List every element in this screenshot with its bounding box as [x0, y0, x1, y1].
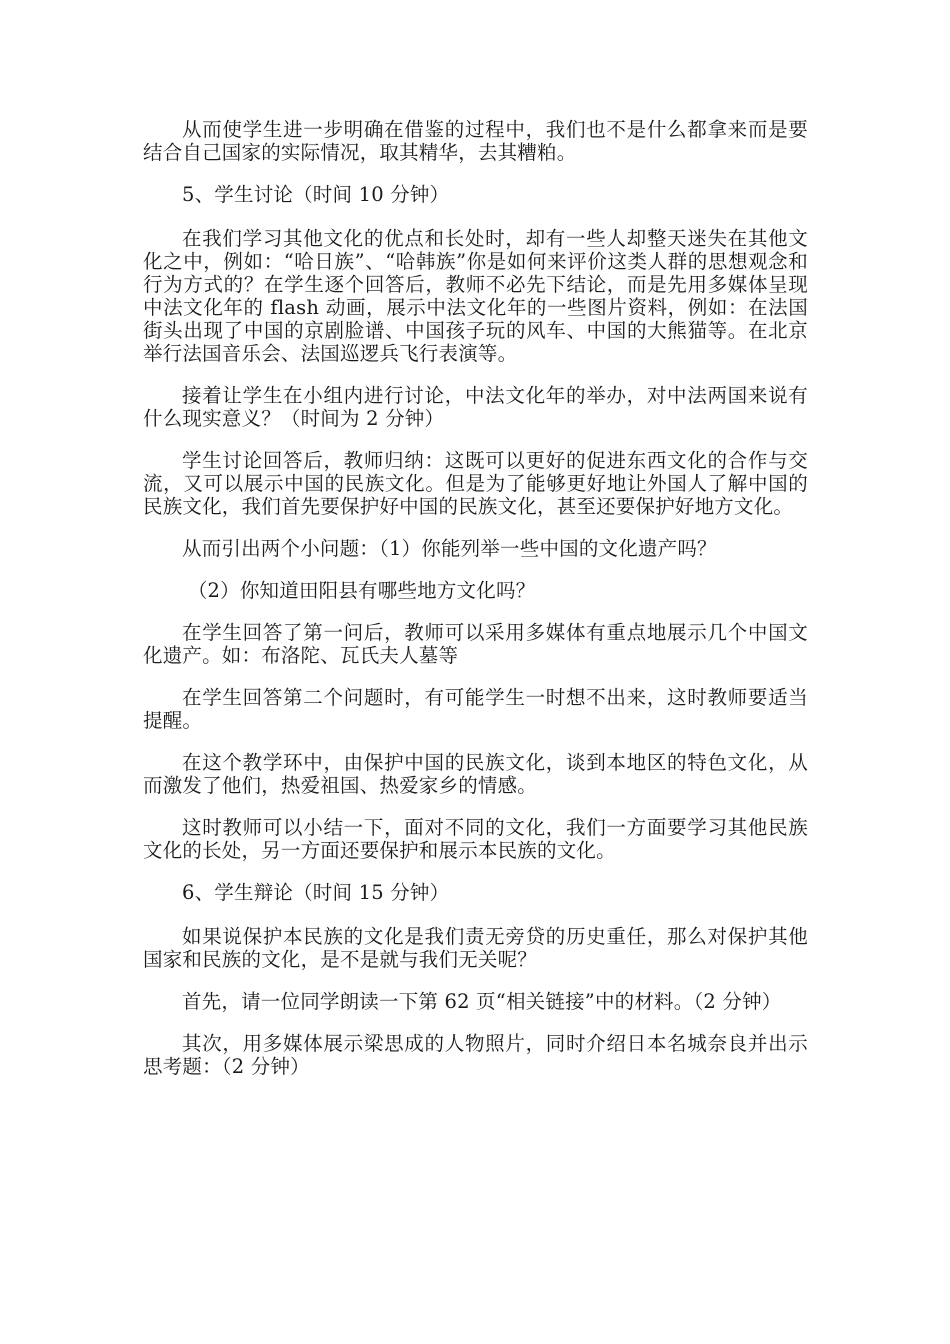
paragraph-debate-question: 如果说保护本民族的文化是我们责无旁贷的历史重任，那么对保护其他国家和民族的文化，是不是就与我们无关呢？ [143, 925, 808, 971]
paragraph-cultural-heritage: 在学生回答了第一问后，教师可以采用多媒体有重点地展示几个中国文化遗产。如：布洛陀、瓦氏夫人墓等 [143, 621, 808, 667]
paragraph-local-culture: 在这个教学环中，由保护中国的民族文化，谈到本地区的特色文化，从而激发了他们，热爱祖国、热爱家乡的情感。 [143, 751, 808, 797]
document-body [143, 118, 808, 1097]
section-heading-student-discussion: 5、学生讨论（时间 10 分钟） [182, 183, 450, 206]
paragraph-group-discussion: 接着让学生在小组内进行讨论，中法文化年的举办，对中法两国来说有什么现实意义？（时间为 2 分钟） [143, 384, 808, 430]
paragraph-question-two: （2）你知道田阳县有哪些地方文化吗？ [187, 579, 536, 602]
paragraph-reading-material: 首先，请一位同学朗读一下第 62 页“相关链接”中的材料。（2 分钟） [182, 990, 782, 1013]
paragraph-intro: 从而使学生进一步明确在借鉴的过程中，我们也不是什么都拿来而是要结合自己国家的实际情况，取其精华，去其糟粕。 [143, 118, 808, 164]
paragraph-teacher-summary: 学生讨论回答后，教师归纳：这既可以更好的促进东西文化的合作与交流，又可以展示中国的民族文化。但是为了能够更好地让外国人了解中国的民族文化，我们首先要保护好中国的民族文化，甚至还要保护好地方文化。 [143, 449, 808, 518]
section-heading-student-debate: 6、学生辩论（时间 15 分钟） [182, 881, 450, 904]
paragraph-teacher-conclusion: 这时教师可以小结一下，面对不同的文化，我们一方面要学习其他民族文化的长处，另一方面还要保护和展示本民族的文化。 [143, 816, 808, 862]
paragraph-teacher-hint: 在学生回答第二个问题时，有可能学生一时想不出来，这时教师要适当提醒。 [143, 686, 808, 732]
paragraph-other-cultures: 在我们学习其他文化的优点和长处时，却有一些人却整天迷失在其他文化之中，例如：“哈日族”、“哈韩族”你是如何来评价这类人群的思想观念和行为方式的？在学生逐个回答后，教师不必先下结论，而是先用多媒体呈现中法文化年的 flash 动画，展示中法文化年的一些图片资料，例如：在法国街头出现了中国的京剧脸谱、中国孩子玩的风车、中国的大熊猫等。在北京举行法国音乐会、法国巡逻兵飞行表演等。 [143, 227, 808, 365]
paragraph-question-one: 从而引出两个小问题：（1）你能列举一些中国的文化遗产吗？ [182, 537, 717, 560]
paragraph-multimedia-display: 其次，用多媒体展示梁思成的人物照片，同时介绍日本名城奈良并出示思考题：（2 分钟） [143, 1032, 808, 1078]
